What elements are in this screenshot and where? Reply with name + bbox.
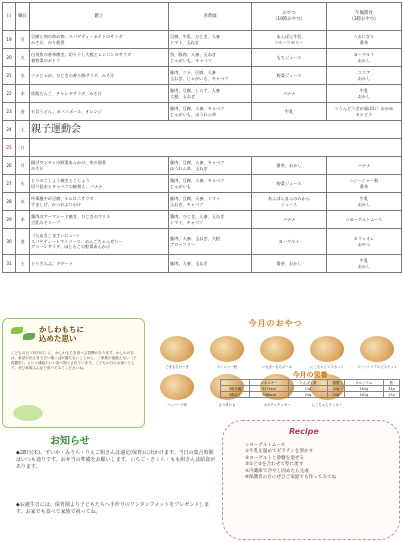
foods-cell bbox=[169, 103, 252, 121]
menu-line: 中華風やめ豆腐、ナムロニサラダ bbox=[31, 195, 94, 201]
nutrition-title: 今月の栄養 bbox=[292, 371, 328, 379]
foods-line: 豚肉、豆腐、人参、トマト bbox=[170, 195, 221, 201]
recipe-body bbox=[245, 443, 336, 481]
day-cell: 26 bbox=[3, 157, 16, 175]
snack-1-cell bbox=[252, 255, 327, 273]
table-row bbox=[3, 31, 402, 49]
weekday-cell: 月 bbox=[16, 31, 30, 49]
table-row bbox=[3, 103, 402, 121]
weekday-cell: 水 bbox=[16, 193, 30, 211]
menu-cell bbox=[30, 255, 169, 273]
menu-cell bbox=[30, 85, 169, 103]
snack-line: もちジュース bbox=[276, 54, 302, 60]
info-paragraph-1: ◆28日(木)、ずいか・みうら・りんご組さんは遠足(保育)に出かけます。当日の集合時間はいつも通りです。お弁当の準備をお願いします。いちご・さくら・もも組さんは給食があります。 bbox=[16, 450, 216, 471]
snack-1-cell bbox=[252, 193, 327, 211]
table-row bbox=[3, 121, 402, 139]
snack-line: バナナ bbox=[357, 162, 371, 168]
foods-line: 豆腐、牛乳、ひじき、人参 bbox=[170, 33, 221, 39]
table-row bbox=[3, 255, 402, 273]
weekday-cell: 金 bbox=[16, 229, 30, 255]
snack-line: ジュース bbox=[280, 201, 298, 207]
snack-line: カフェオレ bbox=[353, 235, 375, 241]
foods-line: じゃがいも、キャベツ bbox=[170, 57, 212, 63]
header-foods: 赤黄緑 bbox=[169, 3, 252, 31]
snack-line: 野菜ジュース bbox=[276, 72, 302, 78]
snack-1-cell bbox=[252, 103, 327, 121]
table-row bbox=[3, 49, 402, 67]
snack-line: ☆うんどう会が頑ばれ！おかゆ bbox=[334, 105, 394, 111]
table-row bbox=[3, 175, 402, 193]
menu-cell bbox=[30, 193, 169, 211]
foods-line: 鶏肉、ひじき、人参、玉ねぎ bbox=[170, 213, 225, 219]
nutrition-cell: 11g bbox=[289, 386, 328, 392]
snack-line: おかし bbox=[357, 75, 371, 81]
nutrition-cell: 33g bbox=[383, 386, 399, 392]
menu-line: 鶏肉のマーマレード焼き、ひじきのマリネ bbox=[31, 213, 111, 219]
foods-line: 玉ねぎ、キャベツ bbox=[170, 201, 204, 207]
menu-cell bbox=[30, 67, 169, 85]
snack-2-cell bbox=[327, 31, 402, 49]
snack-label: いもぱーもちボール bbox=[261, 365, 293, 369]
weekday-cell: 水 bbox=[16, 67, 30, 85]
menu-line: 炊飯だんご、チャレギサラダ、みそ汁 bbox=[31, 90, 102, 96]
nutrition-header-cell: たんぱく質 bbox=[289, 380, 328, 386]
weekday-cell: 火 bbox=[16, 49, 30, 67]
snack-line: 番茶 bbox=[359, 39, 369, 45]
snack-2-cell bbox=[327, 175, 402, 193]
snack-line: 牛乳 bbox=[284, 108, 294, 114]
menu-cell bbox=[30, 49, 169, 67]
menu-line: 《たぬきこまざいにュー》 bbox=[31, 233, 82, 239]
day-cell: 24 bbox=[3, 121, 16, 139]
menu-table bbox=[2, 2, 402, 273]
foods-line: 豚肉、豆腐、しらす、人参 bbox=[170, 87, 220, 93]
snack-line: 牛乳 bbox=[359, 195, 369, 201]
info-paragraph-2: ◆お誕生日には、保育園より子どもたちへ手作りのワンタンフォットをプレゼントします。お家でも食べて家族で祝ってね。 bbox=[16, 502, 210, 516]
foods-line: 鶏肉、豆腐、人参、キャベツ bbox=[170, 177, 225, 183]
snack-line: あんぱん牛乳 bbox=[276, 33, 302, 39]
snack-2-cell bbox=[327, 49, 402, 67]
nutrition-cell: 161g bbox=[344, 392, 383, 398]
menu-cell bbox=[30, 31, 169, 49]
foods-cell bbox=[169, 85, 252, 103]
snack-2-cell bbox=[327, 255, 402, 273]
snack-line: 牛乳 bbox=[359, 257, 369, 263]
snack-line: フルーツゼリー bbox=[274, 39, 304, 45]
snack-line: 牛乳 bbox=[359, 87, 369, 93]
menu-cell bbox=[30, 103, 169, 121]
table-row bbox=[3, 211, 402, 229]
menu-line: 五目うどん、ポパイポール、オレンジ bbox=[31, 108, 102, 114]
foods-cell bbox=[169, 31, 252, 49]
snack-photo bbox=[160, 374, 194, 400]
day-cell: 27 bbox=[3, 175, 16, 193]
nutrition-header-cell: 鉄 bbox=[383, 380, 399, 386]
menu-line: 白身魚の香草焼き、切り干し大根とレンコンのサラダ bbox=[31, 51, 132, 57]
menu-line: みそ汁 bbox=[31, 165, 44, 171]
header-day: 日 bbox=[3, 3, 16, 31]
snack-line: ☆おにぎり bbox=[353, 33, 375, 39]
table-row bbox=[3, 85, 402, 103]
snack-2-cell bbox=[327, 211, 402, 229]
foods-cell bbox=[169, 67, 252, 85]
recipe-line: ④冷蔵庫で冷やし固めたら完成 bbox=[245, 468, 309, 474]
nutrition-cell: 506kcal bbox=[250, 392, 289, 398]
foods-line: 大根、玉ねぎ bbox=[170, 93, 196, 99]
snack-2-cell bbox=[327, 229, 402, 255]
recipe-line: ③①と②を合わせて型に流す bbox=[245, 462, 304, 468]
menu-body bbox=[3, 31, 402, 273]
foods-cell bbox=[169, 175, 252, 193]
foods-line: トマト、玉ねぎ bbox=[170, 39, 199, 45]
day-cell: 20 bbox=[3, 49, 16, 67]
weekday-cell: 木 bbox=[16, 85, 30, 103]
weekday-cell: 月 bbox=[16, 157, 30, 175]
snack-2-cell bbox=[327, 157, 402, 175]
snack-line: おかし bbox=[357, 201, 371, 207]
nutrition-cell: 22g bbox=[328, 386, 345, 392]
snack-photo bbox=[160, 336, 194, 362]
header-menu: 献立 bbox=[30, 3, 169, 31]
foods-line: 豚肉、人参、玉ねぎ、大根 bbox=[170, 235, 221, 241]
nutrition-header-cell: 脂質 bbox=[328, 380, 345, 386]
foods-cell bbox=[169, 229, 252, 255]
snack-label: カボチャクッキー bbox=[263, 403, 291, 407]
snack-line: ☆ヨーグルトムース bbox=[345, 216, 383, 222]
snack-line: 番茶、おかし bbox=[276, 260, 302, 266]
snack-label: ごまもちけーき bbox=[165, 365, 189, 369]
snack-label: にこちゃんクッキー bbox=[311, 403, 343, 407]
weekday-cell: 火 bbox=[16, 175, 30, 193]
snack-label: にこちゃんマスカット bbox=[310, 365, 344, 369]
snack-line: バナナ bbox=[282, 90, 296, 96]
nutrition-cell: 517kcal bbox=[250, 386, 289, 392]
foods-line: 魚、豚肉、人参、玉ねぎ bbox=[170, 51, 217, 57]
snack-1-cell bbox=[252, 211, 327, 229]
day-cell: 29 bbox=[3, 211, 16, 229]
menu-line: 春野菜のポトフ bbox=[31, 57, 61, 63]
foods-cell bbox=[169, 157, 252, 175]
nutrition-header-cell: エネルギー bbox=[250, 380, 289, 386]
snack-photo bbox=[310, 336, 344, 362]
weekday-cell: 土 bbox=[16, 255, 30, 273]
table-row bbox=[3, 157, 402, 175]
header-snack-2: 午後間食 （3時おやつ） bbox=[327, 3, 402, 31]
snack-photo bbox=[260, 336, 294, 362]
menu-line: みそ汁、のり佃煮 bbox=[31, 39, 65, 45]
table-row bbox=[3, 139, 402, 157]
menu-line: とりのこしょう焼きとこしょう bbox=[31, 177, 90, 183]
kashiwamochi-column bbox=[2, 318, 145, 428]
foods-line: じゃがいも、ほうれん草 bbox=[170, 111, 217, 117]
snack-line: ココア bbox=[357, 69, 371, 75]
nutrition-cell: 161g bbox=[344, 386, 383, 392]
snack-1-cell bbox=[252, 49, 327, 67]
foods-cell bbox=[169, 211, 252, 229]
snack-line: おやつ bbox=[357, 241, 371, 247]
day-cell: 19 bbox=[3, 31, 16, 49]
column-body: こどもの日（5月5日）に、かしわもちを食べる習慣があります。かしわの木は、新芽が出るまで古い葉っぱが落ちないことから、「家系が途絶えない（子孫繁栄）」という縁起のいい食べ物とされています。こどもの日のお祝いとして、ぜひ家族みんなで食べてみてくださいね。 bbox=[11, 351, 137, 370]
snack-1-cell bbox=[252, 67, 327, 85]
foods-line: ブロッコリー bbox=[170, 241, 196, 247]
foods-cell bbox=[169, 49, 252, 67]
snack-line: 番茶、おかし bbox=[276, 162, 302, 168]
foods-line: 玉ねぎ、じゃがいも、キャベツ bbox=[170, 75, 229, 81]
snack-photo bbox=[360, 336, 394, 362]
nutrition-cell: 3歳未満 bbox=[221, 386, 250, 392]
menu-line: 揚げワンタンの野菜あんかけ、冬の佃煮 bbox=[31, 159, 107, 165]
menu-cell bbox=[30, 211, 169, 229]
day-cell: 23 bbox=[3, 103, 16, 121]
nutrition-cell: 3歳以上 bbox=[221, 392, 250, 398]
menu-line: グリーンサラダ、ほとたごの野菜あんかけ bbox=[31, 244, 111, 250]
snack-line: カルピス bbox=[355, 111, 373, 117]
recipe-line: ※保護者の方にぜひご家庭でも作ってみてね bbox=[245, 475, 337, 481]
info-title: お知らせ bbox=[50, 436, 90, 447]
foods-line: 豚肉、人参、玉ねぎ bbox=[170, 260, 208, 266]
kashiwamochi-illustration bbox=[13, 405, 43, 421]
leaf-icon bbox=[23, 333, 35, 340]
snack-label: さつまいも bbox=[218, 403, 236, 407]
day-cell: 25 bbox=[3, 139, 16, 157]
weekday-cell: 木 bbox=[16, 211, 30, 229]
snack-1-cell bbox=[252, 157, 327, 175]
header-snack-1: おやつ （10時おやつ） bbox=[252, 3, 327, 31]
menu-header-row bbox=[3, 3, 402, 31]
recipe-title: Recipe bbox=[289, 427, 319, 436]
snack-line: ☆ジージャー麩 bbox=[349, 177, 379, 183]
leaf-icon bbox=[11, 327, 23, 334]
foods-line: 豚肉、ツナ、豆腐、人参 bbox=[170, 69, 216, 75]
foods-line: トマト、キャベツ bbox=[170, 219, 204, 225]
snack-1-cell bbox=[252, 85, 327, 103]
snack-line: ヨーグルト bbox=[278, 238, 300, 244]
foods-line: 豚肉、豆腐、人参、キャベツ bbox=[170, 159, 225, 165]
menu-cell bbox=[30, 157, 169, 175]
table-row bbox=[3, 67, 402, 85]
snack-title: 今月のおやつ bbox=[248, 319, 303, 328]
recipe-line: ☆ヨーグルトムース bbox=[245, 443, 286, 448]
recipe-line: ②ヨーグルトと砂糖を混ぜる bbox=[245, 455, 305, 461]
day-cell: 31 bbox=[3, 255, 16, 273]
snack-photo bbox=[210, 336, 244, 362]
nutrition-row bbox=[221, 392, 400, 398]
snack-line: おかし bbox=[357, 57, 371, 63]
menu-line: すましげ、かつおぶりかけ bbox=[31, 201, 82, 207]
menu-line: 豆乳みそスープ bbox=[31, 219, 60, 225]
nutrition-cell: 20g bbox=[289, 392, 328, 398]
day-cell: 22 bbox=[3, 85, 16, 103]
snack-label: ジンジャー麩 bbox=[216, 365, 238, 369]
foods-cell bbox=[169, 193, 252, 211]
foods-line: 豚肉、豆腐、人参、キャベツ bbox=[170, 105, 225, 111]
snack-1-cell bbox=[252, 175, 327, 193]
menu-cell bbox=[30, 229, 169, 255]
menu-cell bbox=[30, 175, 169, 193]
nutrition-cell: 15g bbox=[328, 392, 345, 398]
menu-line: 豆腐と肉の炒め物、スパゲティ・ポテトのサラダ bbox=[31, 33, 123, 39]
foods-line: ほうれん草、玉ねぎ bbox=[170, 165, 208, 171]
nutrition-panel bbox=[220, 370, 400, 398]
foods-line: じゃがいも bbox=[170, 183, 191, 189]
snack-line: ヨーグルト bbox=[353, 51, 375, 57]
table-row bbox=[3, 193, 402, 211]
weekday-cell: 金 bbox=[16, 103, 30, 121]
snack-1-cell bbox=[252, 229, 327, 255]
recipe-panel bbox=[222, 420, 400, 540]
weekday-cell: 日 bbox=[16, 139, 30, 157]
nutrition-table bbox=[220, 379, 400, 398]
column-title: かしわもちに 込めた思い bbox=[39, 325, 84, 343]
menu-line: とりぞんぶ、デザート bbox=[31, 260, 73, 266]
snack-line: おかし bbox=[357, 93, 371, 99]
nutrition-header-cell: カルシウム bbox=[344, 380, 383, 386]
header-weekday: 曜日 bbox=[16, 3, 30, 31]
snack-line: あんぱんまんのみかん bbox=[268, 195, 310, 201]
day-cell: 30 bbox=[3, 229, 16, 255]
menu-line: スパゲティートマトソース、めんごちゃんぜりー bbox=[31, 238, 123, 244]
table-row bbox=[3, 229, 402, 255]
nutrition-cell: 17g bbox=[383, 392, 399, 398]
snack-line: バナナ bbox=[282, 216, 296, 222]
snack-2-cell bbox=[327, 193, 402, 211]
snack-line: 番茶 bbox=[359, 183, 369, 189]
day-cell: 28 bbox=[3, 193, 16, 211]
menu-line: 切り昆布とキャベツの柚和え、パナナ bbox=[31, 183, 103, 189]
snack-1-cell bbox=[252, 31, 327, 49]
snack-label: ハンバーグ丼 bbox=[166, 403, 188, 407]
info-panel bbox=[2, 430, 217, 540]
snack-label: コーンシリアルビスケット bbox=[356, 365, 398, 369]
day-cell: 21 bbox=[3, 67, 16, 85]
foods-cell bbox=[169, 255, 252, 273]
recipe-line: ①牛乳を温めてゼラチンを溶かす bbox=[245, 449, 314, 455]
event-cell bbox=[30, 139, 402, 157]
snack-2-cell bbox=[327, 103, 402, 121]
menu-line: ツナじゃが、ひじきの香り酢サラダ、みそ汁 bbox=[31, 72, 115, 78]
snack-2-cell bbox=[327, 85, 402, 103]
snack-line: 野菜ジュース bbox=[276, 180, 302, 186]
event-cell: 親子運動会 bbox=[30, 121, 402, 139]
snack-line: おかし bbox=[357, 263, 371, 269]
weekday-cell: 土 bbox=[16, 121, 30, 139]
snack-2-cell bbox=[327, 67, 402, 85]
